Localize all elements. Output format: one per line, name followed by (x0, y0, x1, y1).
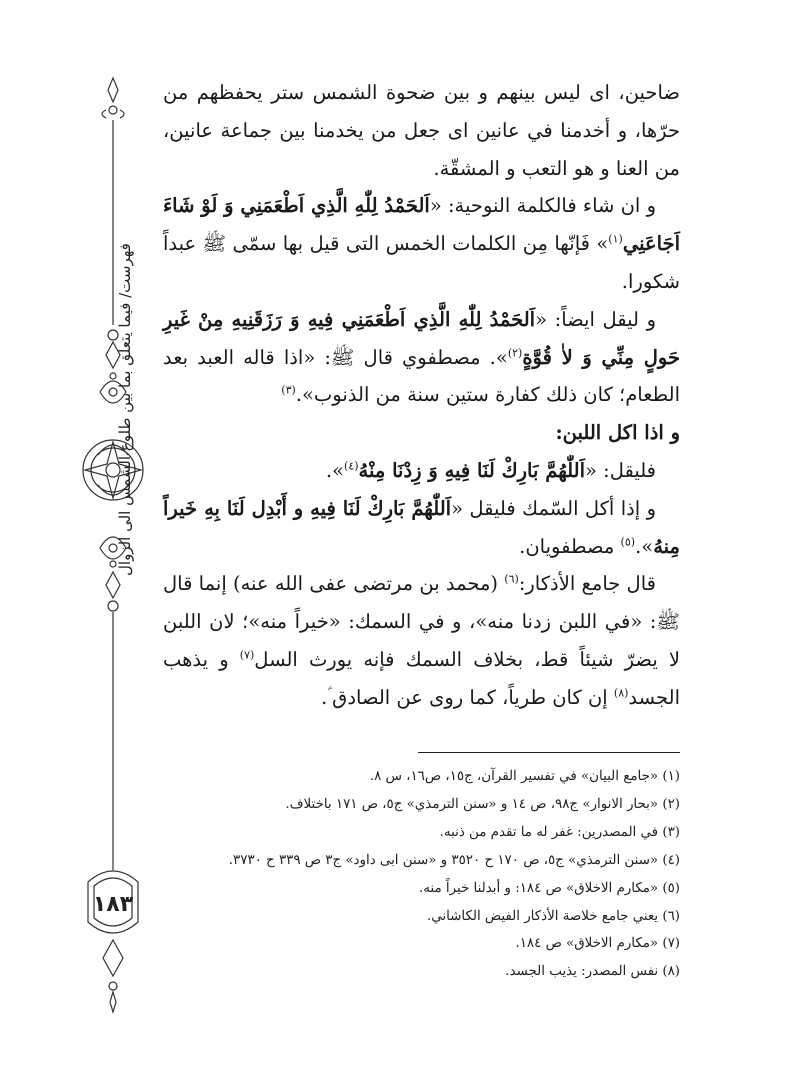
p2-quote: اَلحَمْدُ لِلّٰهِ الَّذِي اَطْعَمَنِي وَ لَوْ شَاءَ اَجَاعَنِي (163, 194, 680, 256)
paragraph-5 (163, 490, 680, 566)
paragraph-4 (163, 452, 680, 490)
footnotes (170, 763, 680, 986)
footnote-8: (٨) نفس المصدر: يذيب الجسد. (505, 964, 680, 980)
p5-text-a: و إذا أكل السّمك فليقل « (451, 496, 656, 520)
p3-text-a: و ليقل ايضاً: « (535, 307, 656, 331)
p6-footnote-ref-3: (٨) (613, 686, 629, 700)
p6-footnote-ref-2: (٧) (239, 648, 255, 662)
footnote-7: (٧) «مكارم الاخلاق» ص ١٨٤. (515, 936, 680, 952)
p5-text-b: ». (635, 534, 654, 558)
p5-quote: اَللّٰهُمَّ بَارِكْ لَنَا فِيهِ و أَبْدِل لَنَا بِهِ خَيراً مِنهُ (163, 496, 680, 558)
p3-footnote-ref-2: (٣) (281, 383, 296, 397)
footnote-2: (٢) «بحار الانوار» ج٩٨، ص ١٤ و «سنن الترمذي» ج٥، ص ١٧١ باختلاف. (285, 796, 680, 812)
p5-footnote-ref: (٥) (620, 535, 636, 549)
p2-text-a: و ان شاء فالكلمة النوحية: « (429, 194, 656, 218)
footnote-divider (418, 752, 680, 753)
running-head: فهرست/ فيما يتعلق بما بين طلوع الشمس الى الزوال (116, 243, 134, 577)
p4-quote: اَللّٰهُمَّ بَارِكْ لَنَا فِيهِ وَ زِدْنَا مِنْهُ (358, 458, 585, 482)
p3-quote: اَلحَمْدُ لِلّٰهِ الَّذِي اَطْعَمَنِي فِيهِ وَ رَزَقَنِيهِ مِنْ غَيرِ حَولٍ مِنِّي وَ لاٰ قُوَّةٍ (163, 307, 681, 369)
paragraph-6 (163, 565, 680, 716)
footnote-6: (٦) يعني جامع خلاصة الأذكار الفيض الكاشاني. (426, 908, 680, 924)
p5-text-c: مصطفويان. (519, 534, 621, 558)
main-text (163, 74, 680, 717)
footnote-1: (١) «جامع البيان» في تفسير القرآن، ج١٥، ص١٦، س ٨. (369, 769, 680, 784)
section-heading: و اذا اكل اللبن: (555, 421, 680, 445)
p6-text-c: و يذهب الجسد (163, 647, 680, 709)
p4-text-b: ». (325, 458, 345, 482)
p6-text-a: قال جامع الأذكار: (518, 572, 656, 596)
footnote-4: (٤) «سنن الترمذي» ج٥، ص ١٧٠ ح ٣٥٢٠ و «سنن ابى داود» ج٣ ص ٣٣٩ ح ٣٧٣٠. (228, 852, 680, 868)
p4-text-a: فليقل: « (585, 458, 656, 482)
footnote-5: (٥) «مكارم الاخلاق» ص ١٨٤: و أبدلنا خيراً منه. (418, 880, 680, 896)
p6-footnote-ref-1: (٦) (504, 572, 519, 586)
paragraph-1: ضاحين، اى ليس بينهم و بين ضحوة الشمس ستر يحفظهم من حرّها، و أخدمنا في عانين اى جعل من يخدمنا بين جماعة عانين، من العنا و هو التعب و المشقّة. (163, 81, 680, 180)
paragraph-2 (163, 187, 680, 300)
footnote-3: (٣) في المصدرين: غفر له ما تقدم من ذنبه. (439, 824, 680, 840)
page-number: ١٨٣ (92, 892, 134, 917)
p3-text-b: ». مصطفوي قال ﷺ: «اذا قاله العبد بعد الطعام؛ كان ذلك كفارة ستين سنة من الذنوب». (163, 345, 680, 407)
p4-footnote-ref: (٤) (344, 459, 359, 473)
p3-footnote-ref: (٢) (507, 346, 523, 360)
p6-text-b: (محمد بن مرتضى عفى الله عنه) إنما قال ﷺ: «في اللبن زدنا منه»، و في السمك: «خيراً منه»؛ لان اللبن لا يضرّ شيئاً قط، بخلاف السمك فإنه يورث السل (163, 572, 680, 671)
p6-text-d: إن كان طرياً، كما روى عن الصادق ؑ. (321, 685, 614, 709)
p2-footnote-ref: (١) (608, 232, 623, 246)
paragraph-3 (163, 301, 680, 414)
p2-note-ref: » فَإنّها مِن الكلمات الخمس التى قيل بها سمّى ﷺ عبداً شكورا. (163, 232, 680, 293)
